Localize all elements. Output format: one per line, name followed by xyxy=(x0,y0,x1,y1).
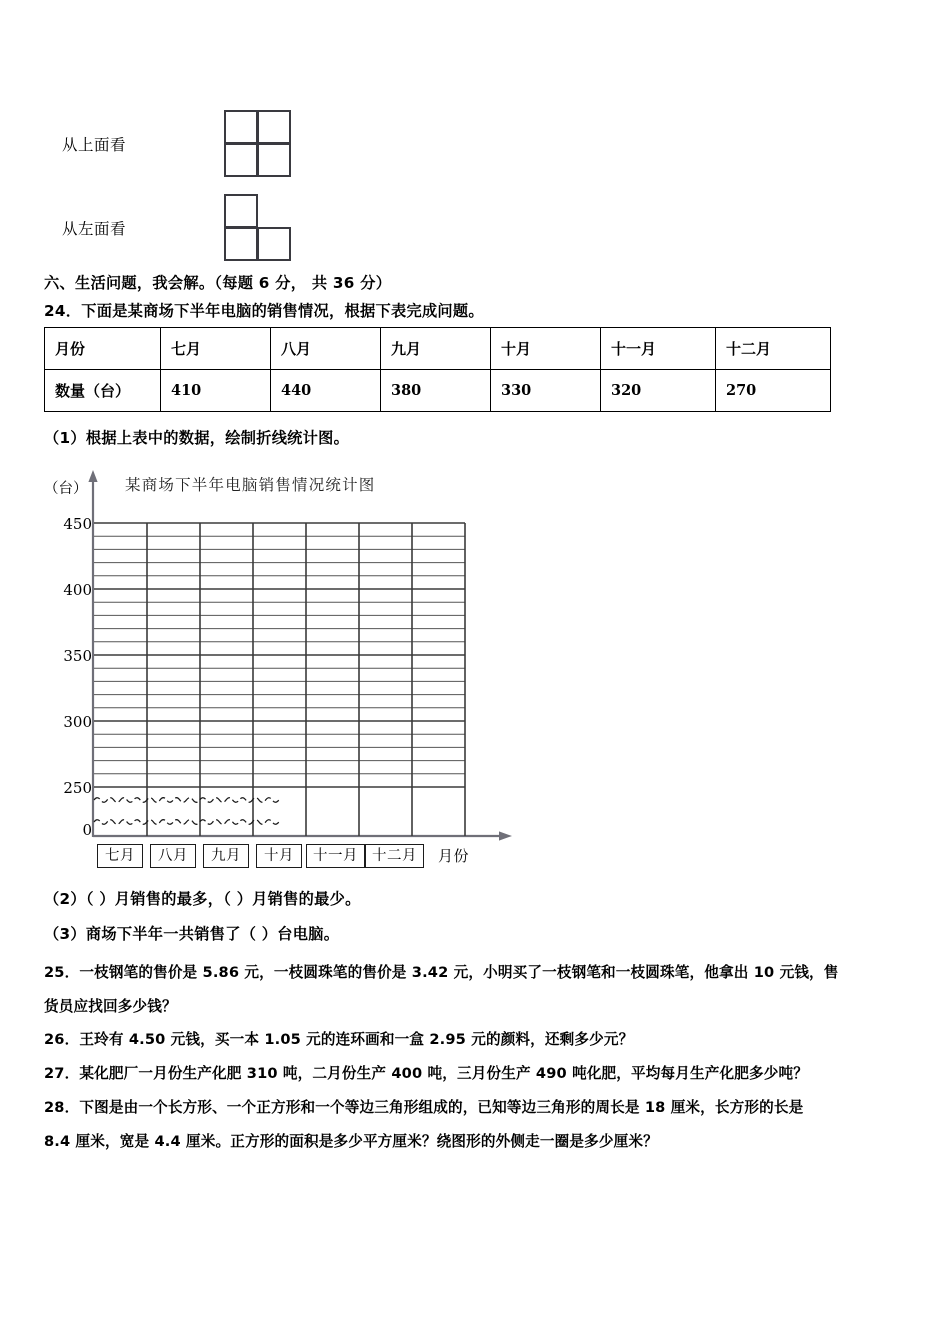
chart-grid-svg xyxy=(40,465,560,865)
view-row-top xyxy=(62,110,292,178)
table-cell-month: 十一月 xyxy=(601,328,716,370)
x-axis-title: 月份 xyxy=(438,847,470,865)
section-heading: 六、生活问题，我会解。（每题 6 分， 共 36 分） xyxy=(44,274,392,292)
table-cell-month: 七月 xyxy=(161,328,271,370)
x-axis-month-label: 十二月 xyxy=(365,844,424,868)
problem-28-line-2: 8.4 厘米，宽是 4.4 厘米。正方形的面积是多少平方厘米？绕图形的外侧走一圈是多少厘米？ xyxy=(44,1133,658,1150)
shape-top-view xyxy=(224,110,292,178)
table-row-months xyxy=(45,328,831,370)
view-row-left xyxy=(62,194,292,262)
y-axis-tick-label: 0 xyxy=(82,821,92,839)
y-axis-tick-label: 400 xyxy=(63,581,92,599)
question-24-part2: （2）（ ）月销售的最多，（ ）月销售的最少。 xyxy=(44,890,361,908)
table-cell-month: 十月 xyxy=(491,328,601,370)
table-cell-quantity: 330 xyxy=(491,370,601,412)
view-label-from-left: 从左面看 xyxy=(62,220,127,238)
problem-25-line-1: 25．一枝钢笔的售价是 5.86 元，一枝圆珠笔的售价是 3.42 元，小明买了一枝钢笔和一枝圆珠笔，他拿出 10 元钱，售 xyxy=(44,964,839,981)
shape-cell xyxy=(224,143,258,177)
y-axis-tick-label: 450 xyxy=(63,515,92,533)
table-cell-quantity: 380 xyxy=(381,370,491,412)
problem-26-line-1: 26．王玲有 4.50 元钱，买一本 1.05 元的连环画和一盒 2.95 元的颜料，还剩多少元？ xyxy=(44,1031,634,1048)
shape-cell xyxy=(224,194,258,228)
shape-cell xyxy=(224,227,258,261)
shape-cell xyxy=(257,143,291,177)
table-cell-month: 十二月 xyxy=(716,328,831,370)
chart-title: 某商场下半年电脑销售情况统计图 xyxy=(125,476,376,494)
x-axis-month-label: 九月 xyxy=(203,844,249,868)
table-header-month: 月份 xyxy=(45,328,161,370)
question-24-part1: （1）根据上表中的数据，绘制折线统计图。 xyxy=(44,429,350,447)
shape-left-view xyxy=(224,194,292,262)
x-axis-month-label: 十月 xyxy=(256,844,302,868)
problem-27-line-1: 27．某化肥厂一月份生产化肥 310 吨，二月份生产 400 吨，三月份生产 490 吨化肥，平均每月生产化肥多少吨？ xyxy=(44,1065,808,1082)
chart-unit-label: （台） xyxy=(44,481,88,497)
table-header-quantity: 数量（台） xyxy=(45,370,161,412)
sales-data-table xyxy=(44,327,831,412)
problem-25-line-2: 货员应找回多少钱？ xyxy=(44,998,177,1015)
question-24-prompt: 24．下面是某商场下半年电脑的销售情况，根据下表完成问题。 xyxy=(44,302,484,320)
shape-cell xyxy=(257,227,291,261)
table-cell-quantity: 410 xyxy=(161,370,271,412)
table-cell-month: 九月 xyxy=(381,328,491,370)
table-cell-quantity: 270 xyxy=(716,370,831,412)
table-cell-quantity: 320 xyxy=(601,370,716,412)
shape-cell xyxy=(257,110,291,144)
x-axis-month-label: 八月 xyxy=(150,844,196,868)
axis-break-wave xyxy=(94,798,279,825)
shape-cell xyxy=(224,110,258,144)
question-24-part3: （3）商场下半年一共销售了（ ）台电脑。 xyxy=(44,925,340,943)
x-axis-month-label: 七月 xyxy=(97,844,143,868)
x-axis-month-label: 十一月 xyxy=(306,844,365,868)
y-axis-tick-label: 350 xyxy=(63,647,92,665)
problem-28-line-1: 28．下图是由一个长方形、一个正方形和一个等边三角形组成的，已知等边三角形的周长是 18 厘米，长方形的长是 xyxy=(44,1099,804,1116)
sales-line-chart xyxy=(40,465,560,865)
y-axis-tick-label: 250 xyxy=(63,779,92,797)
table-cell-quantity: 440 xyxy=(271,370,381,412)
y-axis-tick-label: 300 xyxy=(63,713,92,731)
view-label-from-top: 从上面看 xyxy=(62,136,127,154)
table-row-quantities xyxy=(45,370,831,412)
table-cell-month: 八月 xyxy=(271,328,381,370)
